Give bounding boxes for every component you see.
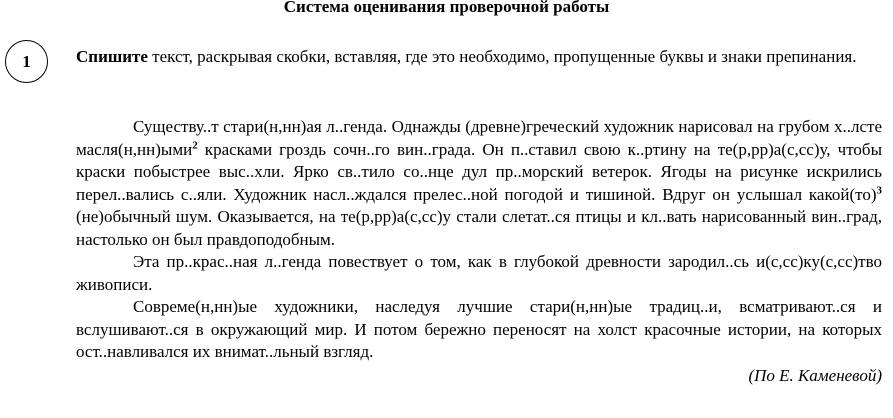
footnote-marker-2: 2 bbox=[192, 138, 198, 151]
task-number-badge bbox=[5, 40, 48, 83]
dictation-text bbox=[76, 116, 882, 387]
task-instruction bbox=[76, 46, 882, 68]
paragraph-1-part-1: Существу..т стари(н,нн)ая л..генда. Однажды (древне)греческий художник нарисовал на грубом х..лсте масля(н,нн)ыми bbox=[76, 117, 882, 159]
instruction-lead: Спишите bbox=[76, 47, 148, 66]
footnote-marker-3: 3 bbox=[876, 183, 882, 196]
task-number: 1 bbox=[22, 51, 31, 71]
paragraph-1 bbox=[76, 116, 882, 251]
page-title: Система оценивания проверочной работы bbox=[283, 0, 610, 16]
source-attribution: (По Е. Каменевой) bbox=[748, 365, 882, 385]
instruction-text: текст, раскрывая скобки, вставляя, где это необходимо, пропущенные буквы и знаки препинания. bbox=[147, 47, 857, 66]
paragraph-3: Совреме(н,нн)ые художники, наследуя лучшие стари(н,нн)ые традиц..и, всматривают..ся и вслушивают..ся в окружающий мир. И потом бережно переносят на холст красочные истории, на которых ост..навливался их внимат..льный взгляд. bbox=[76, 297, 882, 361]
paragraph-1-part-2: красками гроздь сочн..го вин..града. Он п..ставил свою к..ртину на те(р,рр)а(с,сс)у, чтобы краски побыстрее выс..хли. Ярко св..тило со..нце дул пр..морский ветерок. Ягоды на рисунке искрились перел..вались с..яли. Художник насл..ждался прелес..ной погодой и тишиной. Вдруг он услышал какой(то) bbox=[76, 139, 882, 204]
paragraph-1-part-3: (не)обычный шум. Оказывается, на те(р,рр)а(с,сс)у стали слетат..ся птицы и кл..вать нарисованный вин..град, настолько он был правдоподобным. bbox=[76, 207, 882, 249]
paragraph-2: Эта пр..крас..ная л..генда повествует о том, как в глубокой древности зародил..сь и(с,сс)ку(с,сс)тво живописи. bbox=[76, 252, 882, 294]
